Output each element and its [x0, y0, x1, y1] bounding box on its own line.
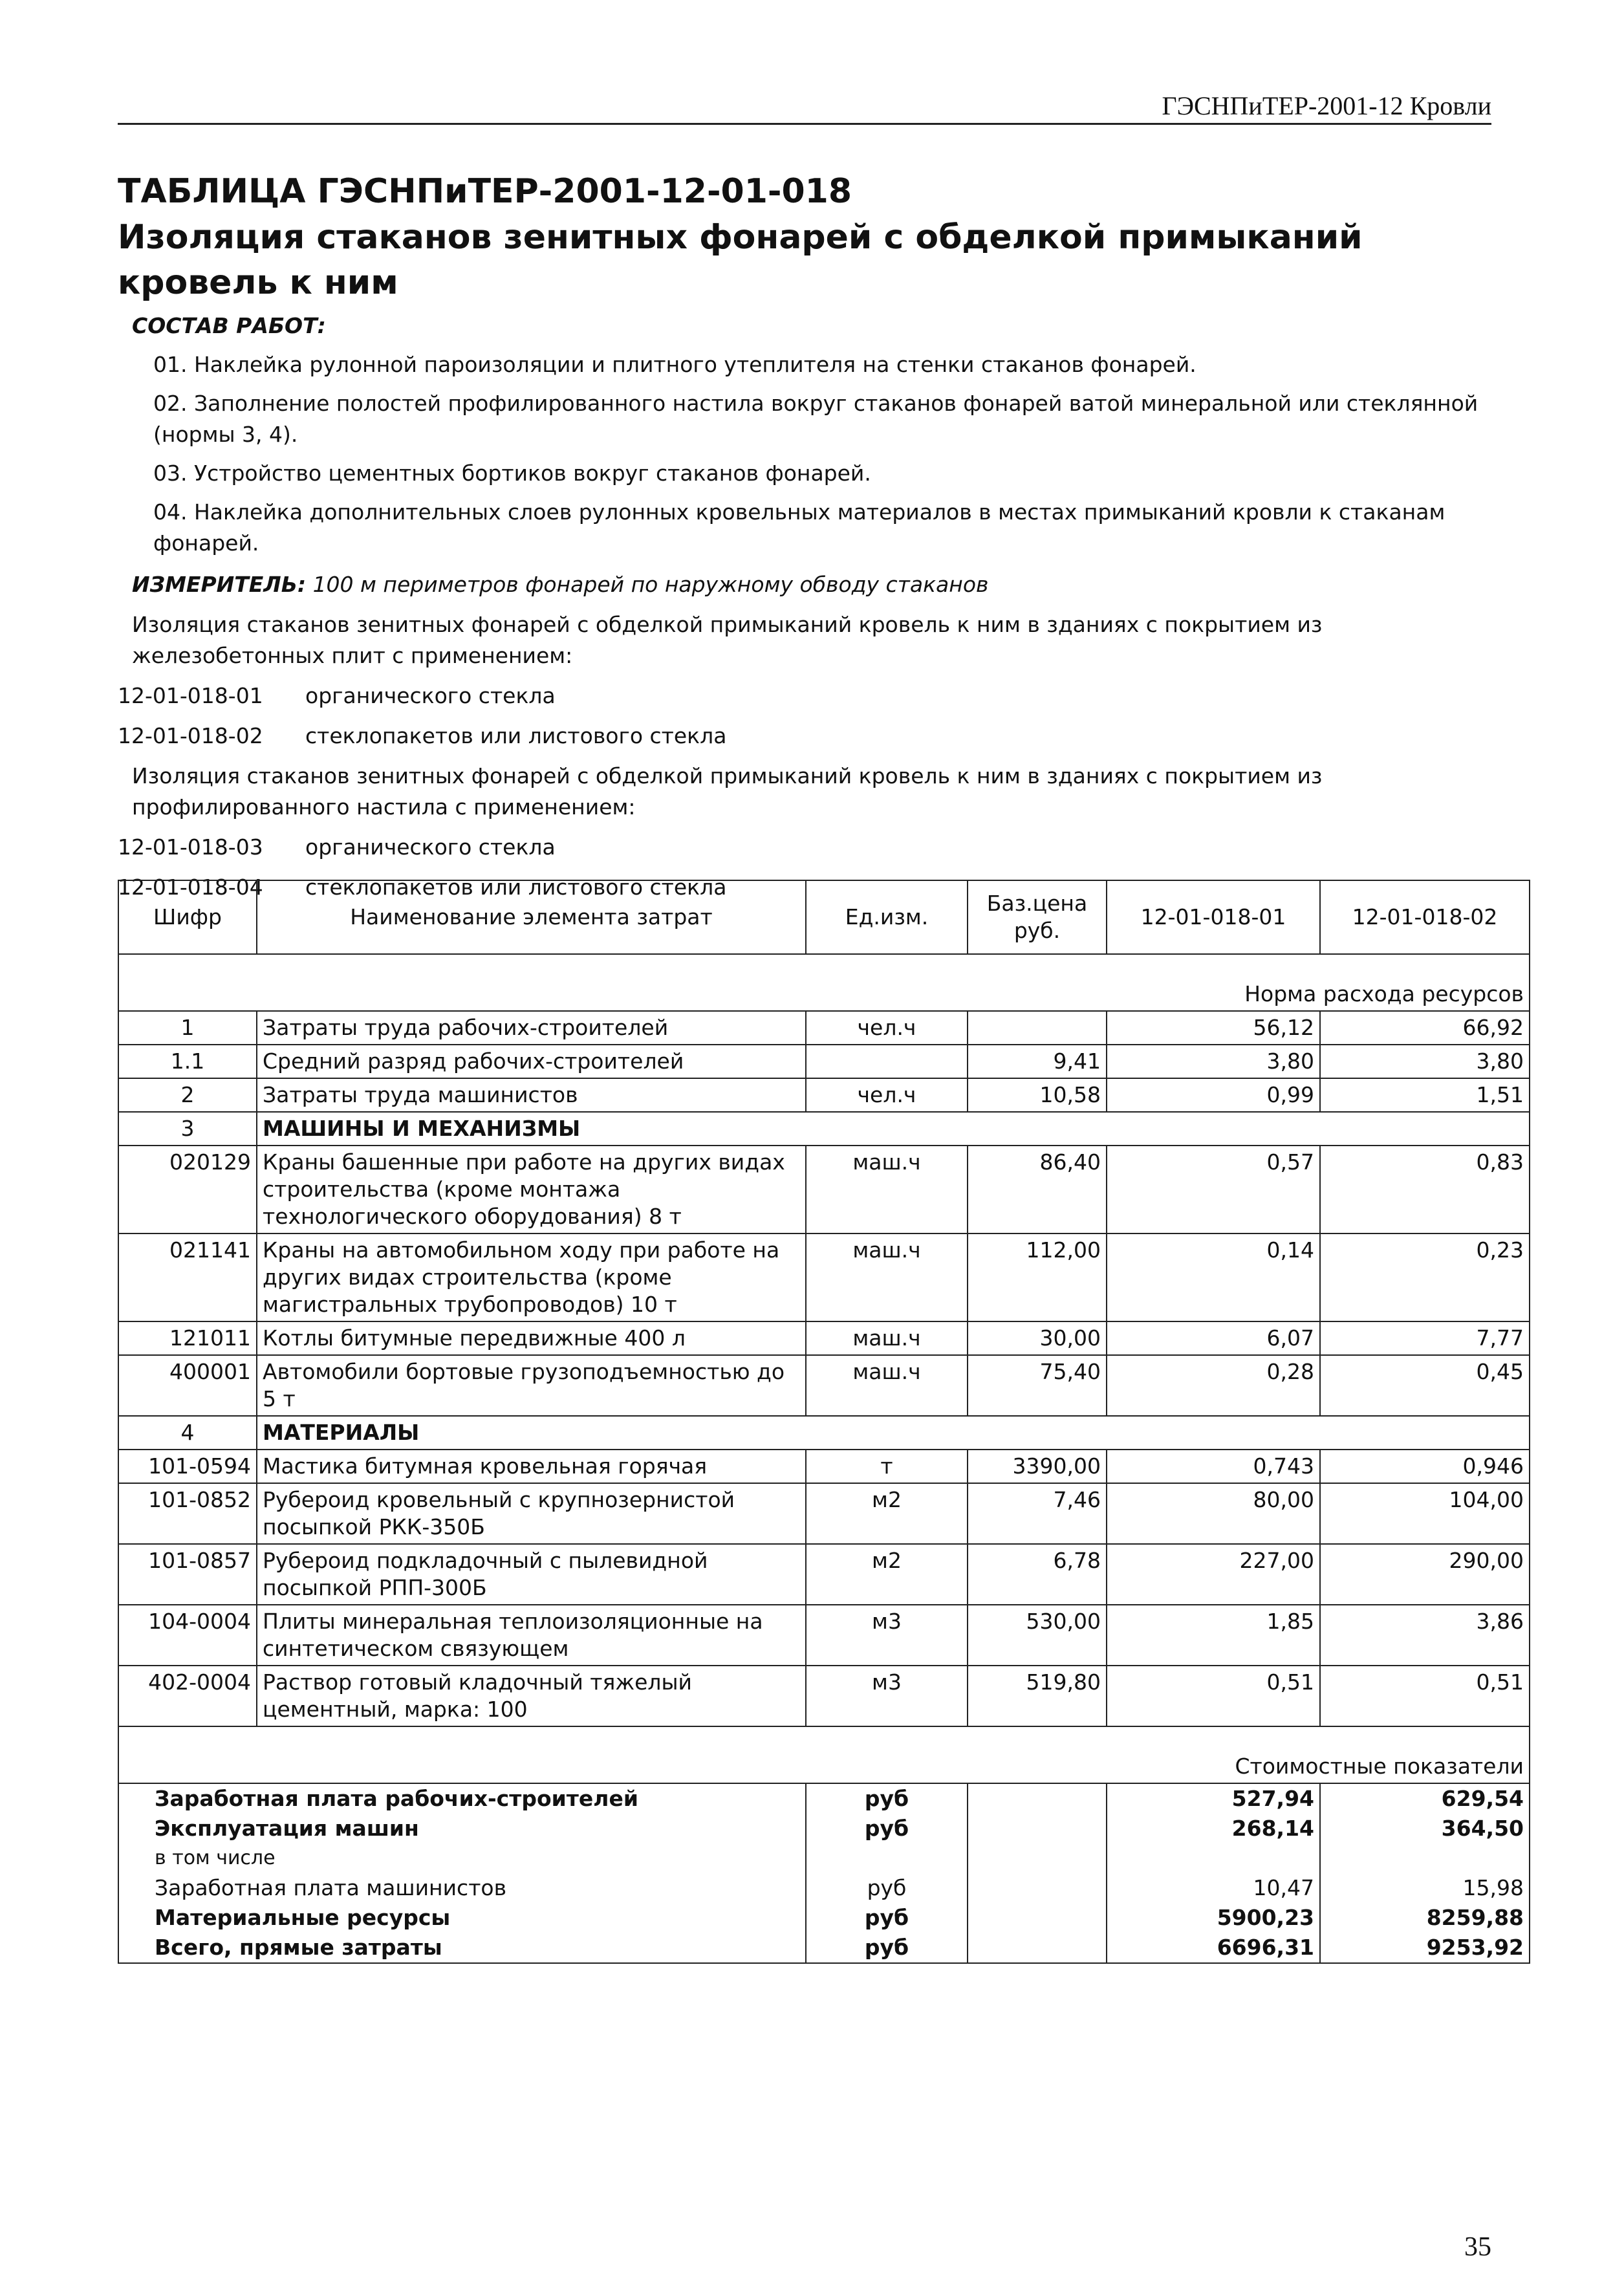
- cell-code: 101-0594: [118, 1450, 257, 1483]
- cost-label: Стоимостные показатели: [118, 1726, 1530, 1783]
- cell-v2: 3,86: [1320, 1605, 1530, 1666]
- cell-price: 86,40: [968, 1146, 1107, 1233]
- cell-unit: [806, 1045, 968, 1078]
- meter-line: [132, 569, 1495, 600]
- cell-v1: 0,57: [1107, 1146, 1320, 1233]
- section-code: 4: [118, 1416, 257, 1450]
- cell-v2: 290,00: [1320, 1544, 1530, 1605]
- code-row: [118, 680, 1495, 712]
- cell-name: Котлы битумные передвижные 400 л: [257, 1321, 806, 1355]
- section-name: МАШИНЫ И МЕХАНИЗМЫ: [257, 1112, 1530, 1146]
- cell-code: 101-0852: [118, 1483, 257, 1544]
- cell-name: Затраты труда рабочих-строителей: [257, 1011, 806, 1045]
- cell-v1: 3,80: [1107, 1045, 1320, 1078]
- total-label: Заработная плата машинистов: [118, 1873, 806, 1903]
- section-row: [118, 1112, 1530, 1146]
- meter-text: 100 м периметров фонарей по наружному обводу стаканов: [312, 572, 989, 597]
- norm-label: Норма расхода ресурсов: [118, 954, 1530, 1011]
- total-empty: [968, 1814, 1107, 1843]
- cell-code: 1.1: [118, 1045, 257, 1078]
- cell-price: 112,00: [968, 1233, 1107, 1321]
- table-row: [118, 1450, 1530, 1483]
- work-item: 03. Устройство цементных бортиков вокруг стаканов фонарей.: [153, 461, 871, 486]
- cell-name: Раствор готовый кладочный тяжелый цементный, марка: 100: [257, 1666, 806, 1726]
- table-subtitle: [118, 215, 1495, 305]
- cell-v2: 3,80: [1320, 1045, 1530, 1078]
- total-v2: 364,50: [1320, 1814, 1530, 1843]
- cell-v2: 0,83: [1320, 1146, 1530, 1233]
- subtitle-line-1: Изоляция стаканов зенитных фонарей с обделкой примыканий: [118, 218, 1363, 257]
- cell-v2: 1,51: [1320, 1078, 1530, 1112]
- cell-v1: 80,00: [1107, 1483, 1320, 1544]
- norm-label-row: [118, 954, 1530, 1011]
- cell-name: Средний разряд рабочих-строителей: [257, 1045, 806, 1078]
- total-unit: руб: [806, 1873, 968, 1903]
- cell-v2: 0,23: [1320, 1233, 1530, 1321]
- total-label: Всего, прямые затраты: [118, 1933, 806, 1963]
- table-row: [118, 1045, 1530, 1078]
- total-label: Эксплуатация машин: [118, 1814, 806, 1843]
- total-row: [118, 1933, 1530, 1963]
- cell-code: 020129: [118, 1146, 257, 1233]
- work-item: 02. Заполнение полостей профилированного настила вокруг стаканов фонарей ватой минеральной или стеклянной (нормы 3, 4).: [153, 391, 1478, 447]
- table-row: [118, 1355, 1530, 1416]
- code-description: органического стекла: [305, 834, 556, 860]
- cell-v1: 56,12: [1107, 1011, 1320, 1045]
- total-empty: [968, 1903, 1107, 1933]
- total-label: Материальные ресурсы: [118, 1903, 806, 1933]
- cell-name: Рубероид кровельный с крупнозернистой посыпкой РКК-350Б: [257, 1483, 806, 1544]
- cell-name: Затраты труда машинистов: [257, 1078, 806, 1112]
- cell-price: 10,58: [968, 1078, 1107, 1112]
- cell-price: 530,00: [968, 1605, 1107, 1666]
- cell-code: 121011: [118, 1321, 257, 1355]
- cell-price: 519,80: [968, 1666, 1107, 1726]
- cell-price: 3390,00: [968, 1450, 1107, 1483]
- cell-v2: 104,00: [1320, 1483, 1530, 1544]
- cell-v1: 0,99: [1107, 1078, 1320, 1112]
- cell-unit: чел.ч: [806, 1078, 968, 1112]
- work-item: 04. Наклейка дополнительных слоев рулонных кровельных материалов в местах примыканий кровли к стаканам фонарей.: [153, 499, 1445, 556]
- total-unit: руб: [806, 1903, 968, 1933]
- cell-name: Автомобили бортовые грузоподъемностью до 5 т: [257, 1355, 806, 1416]
- code: 12-01-018-04: [118, 875, 263, 900]
- cell-v1: 1,85: [1107, 1605, 1320, 1666]
- cost-table: [118, 880, 1530, 1964]
- cell-unit: т: [806, 1450, 968, 1483]
- cell-unit: м2: [806, 1483, 968, 1544]
- total-unit: [806, 1843, 968, 1873]
- table-row: [118, 1011, 1530, 1045]
- table-row: [118, 1483, 1530, 1544]
- table-row: [118, 1544, 1530, 1605]
- total-v1: 6696,31: [1107, 1933, 1320, 1963]
- header-price: Баз.цена руб.: [968, 880, 1107, 954]
- table-row: [118, 1605, 1530, 1666]
- subtitle-line-2: кровель к ним: [118, 263, 398, 302]
- cell-code: 104-0004: [118, 1605, 257, 1666]
- code-description: стеклопакетов или листового стекла: [305, 723, 727, 748]
- code-row: [118, 832, 1495, 863]
- total-row: [118, 1783, 1530, 1814]
- header-name: Наименование элемента затрат: [257, 880, 806, 954]
- table-header-row: [118, 880, 1530, 954]
- cell-v1: 0,743: [1107, 1450, 1320, 1483]
- cell-code: 1: [118, 1011, 257, 1045]
- cell-v1: 0,28: [1107, 1355, 1320, 1416]
- total-v2: [1320, 1843, 1530, 1873]
- table-row: [118, 1666, 1530, 1726]
- table-row: [118, 1321, 1530, 1355]
- code: 12-01-018-01: [118, 683, 263, 708]
- cell-code: 402-0004: [118, 1666, 257, 1726]
- header-rule: [118, 123, 1491, 125]
- cell-v1: 227,00: [1107, 1544, 1320, 1605]
- total-unit: руб: [806, 1814, 968, 1843]
- cell-name: Краны на автомобильном ходу при работе на других видах строительства (кроме магистральных трубопроводов) 10 т: [257, 1233, 806, 1321]
- total-empty: [968, 1843, 1107, 1873]
- total-v2: 629,54: [1320, 1783, 1530, 1814]
- total-empty: [968, 1783, 1107, 1814]
- total-unit: руб: [806, 1783, 968, 1814]
- total-row: [118, 1903, 1530, 1933]
- total-row: [118, 1873, 1530, 1903]
- intro-text: Изоляция стаканов зенитных фонарей с обделкой примыканий кровель к ним в зданиях с покрытием из профилированного настила с применением:: [132, 763, 1323, 820]
- cell-unit: маш.ч: [806, 1355, 968, 1416]
- cell-name: Рубероид подкладочный с пылевидной посыпкой РПП-300Б: [257, 1544, 806, 1605]
- table-row: [118, 1078, 1530, 1112]
- title-block: [118, 168, 1495, 305]
- cell-code: 021141: [118, 1233, 257, 1321]
- total-row: [118, 1814, 1530, 1843]
- cell-unit: чел.ч: [806, 1011, 968, 1045]
- cell-unit: маш.ч: [806, 1233, 968, 1321]
- intro-text: Изоляция стаканов зенитных фонарей с обделкой примыканий кровель к ним в зданиях с покрытием из железобетонных плит с применением:: [132, 612, 1323, 668]
- cell-v2: 0,51: [1320, 1666, 1530, 1726]
- total-v1: 5900,23: [1107, 1903, 1320, 1933]
- code-row: [118, 721, 1495, 752]
- meter-label: ИЗМЕРИТЕЛЬ:: [132, 572, 307, 597]
- header-code: Шифр: [118, 880, 257, 954]
- running-header: ГЭСНПиТЕР-2001-12 Кровли: [1162, 91, 1491, 120]
- work-item: 01. Наклейка рулонной пароизоляции и плитного утеплителя на стенки стаканов фонарей.: [153, 352, 1196, 377]
- cell-v2: 0,45: [1320, 1355, 1530, 1416]
- cell-price: 6,78: [968, 1544, 1107, 1605]
- cell-v1: 6,07: [1107, 1321, 1320, 1355]
- table-row: [118, 1233, 1530, 1321]
- cost-label-row: [118, 1726, 1530, 1783]
- cell-code: 400001: [118, 1355, 257, 1416]
- cell-v1: 0,51: [1107, 1666, 1320, 1726]
- total-v2: 15,98: [1320, 1873, 1530, 1903]
- cell-name: Краны башенные при работе на других видах строительства (кроме монтажа технологического оборудования) 8 т: [257, 1146, 806, 1233]
- total-label: Заработная плата рабочих-строителей: [118, 1783, 806, 1814]
- total-row: [118, 1843, 1530, 1873]
- code-description: стеклопакетов или листового стекла: [305, 875, 727, 900]
- section-name: МАТЕРИАЛЫ: [257, 1416, 1530, 1450]
- cell-unit: маш.ч: [806, 1146, 968, 1233]
- cell-price: 7,46: [968, 1483, 1107, 1544]
- total-v1: 10,47: [1107, 1873, 1320, 1903]
- cell-v2: 7,77: [1320, 1321, 1530, 1355]
- code: 12-01-018-02: [118, 723, 263, 748]
- total-empty: [968, 1873, 1107, 1903]
- works-label: СОСТАВ РАБОТ:: [132, 313, 326, 338]
- cell-code: 2: [118, 1078, 257, 1112]
- total-v1: 527,94: [1107, 1783, 1320, 1814]
- total-v2: 9253,92: [1320, 1933, 1530, 1963]
- cell-unit: маш.ч: [806, 1321, 968, 1355]
- page-number: 35: [1464, 2232, 1491, 2262]
- code: 12-01-018-03: [118, 834, 263, 860]
- section-code: 3: [118, 1112, 257, 1146]
- table-title: ТАБЛИЦА ГЭСНПиТЕР-2001-12-01-018: [118, 172, 852, 211]
- total-v1: 268,14: [1107, 1814, 1320, 1843]
- cell-price: 9,41: [968, 1045, 1107, 1078]
- cell-unit: м2: [806, 1544, 968, 1605]
- cell-code: 101-0857: [118, 1544, 257, 1605]
- cell-v1: 0,14: [1107, 1233, 1320, 1321]
- cell-v2: 0,946: [1320, 1450, 1530, 1483]
- cell-price: 30,00: [968, 1321, 1107, 1355]
- cell-name: Мастика битумная кровельная горячая: [257, 1450, 806, 1483]
- works-block: [118, 310, 1495, 903]
- section-row: [118, 1416, 1530, 1450]
- total-unit: руб: [806, 1933, 968, 1963]
- cell-unit: м3: [806, 1605, 968, 1666]
- header-unit: Ед.изм.: [806, 880, 968, 954]
- header-v2: 12-01-018-02: [1320, 880, 1530, 954]
- total-empty: [968, 1933, 1107, 1963]
- total-label: в том числе: [118, 1843, 806, 1873]
- total-v2: 8259,88: [1320, 1903, 1530, 1933]
- cell-price: [968, 1011, 1107, 1045]
- cell-v2: 66,92: [1320, 1011, 1530, 1045]
- code-description: органического стекла: [305, 683, 556, 708]
- cell-name: Плиты минеральная теплоизоляционные на синтетическом связующем: [257, 1605, 806, 1666]
- cell-unit: м3: [806, 1666, 968, 1726]
- header-v1: 12-01-018-01: [1107, 880, 1320, 954]
- total-v1: [1107, 1843, 1320, 1873]
- table-row: [118, 1146, 1530, 1233]
- cell-price: 75,40: [968, 1355, 1107, 1416]
